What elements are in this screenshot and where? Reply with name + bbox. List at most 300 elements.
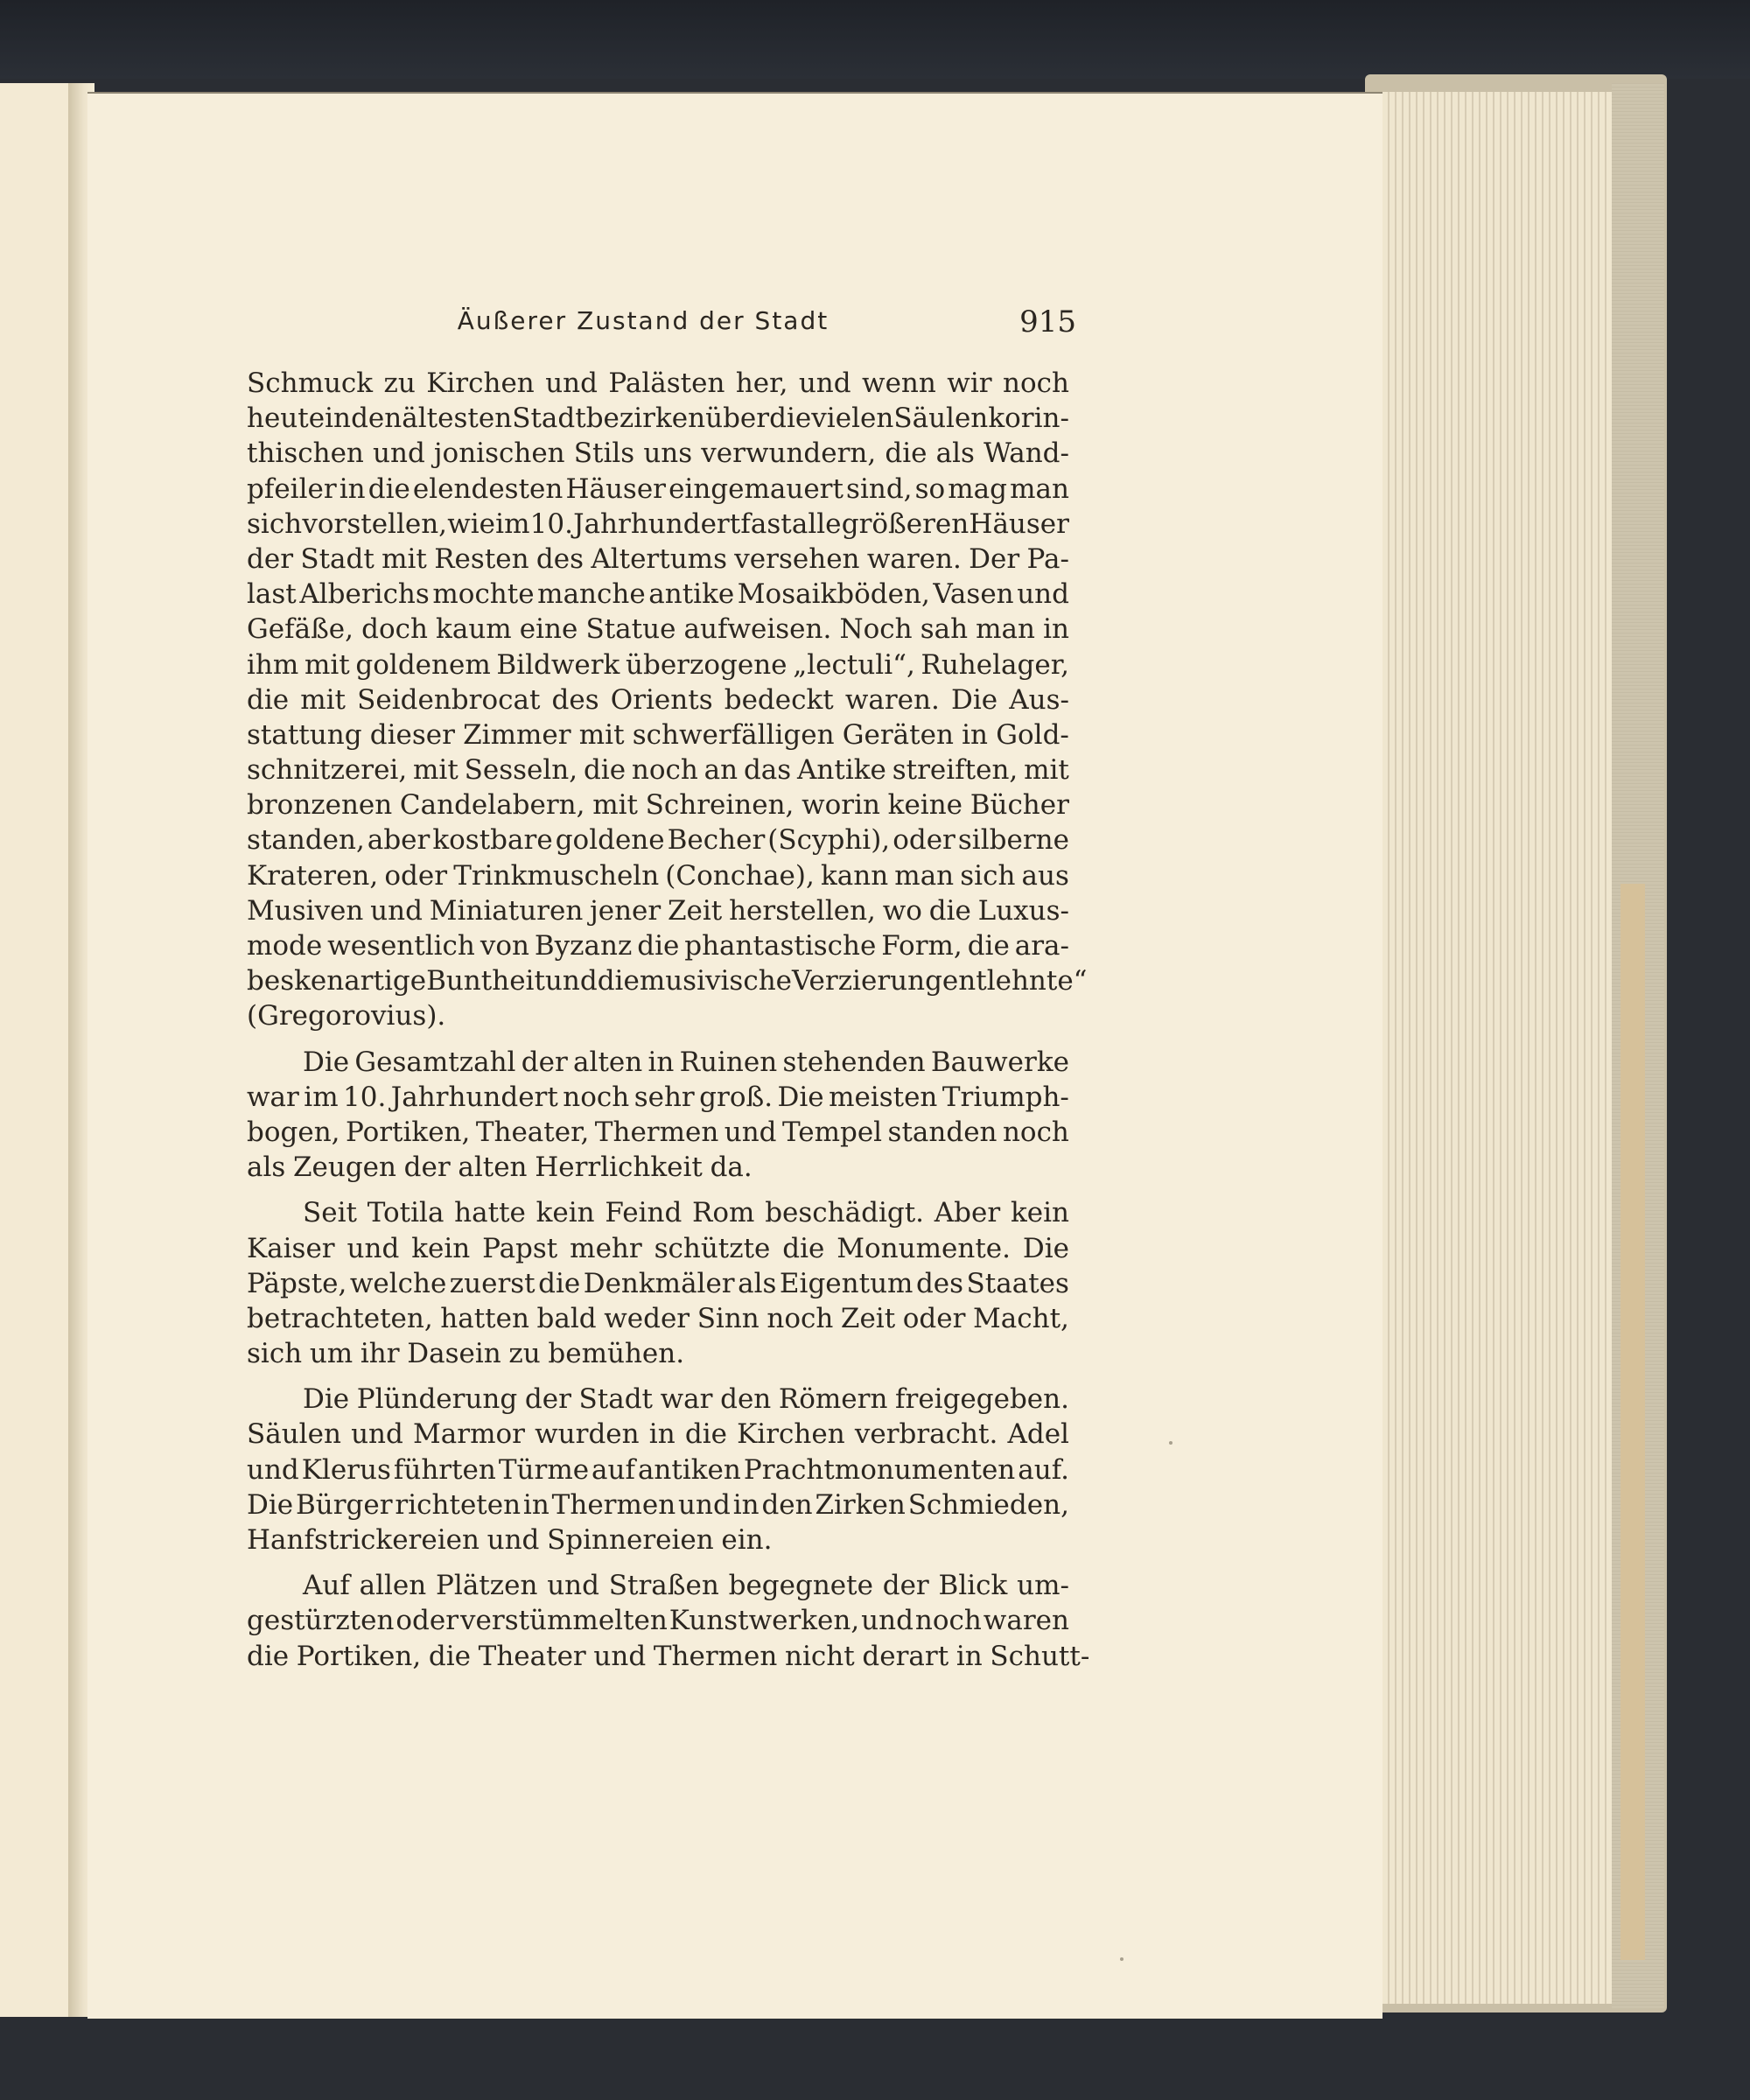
word: oder (396, 1605, 459, 1637)
text-line (247, 1231, 1069, 1266)
text-line (247, 612, 1069, 647)
word: man (894, 859, 955, 892)
word: Zeit (668, 894, 723, 927)
word: die (885, 438, 928, 470)
word: allen (359, 1570, 427, 1602)
word: Palästen (608, 368, 725, 399)
word: in (1043, 613, 1069, 646)
word: das (743, 754, 792, 787)
word: man (976, 613, 1035, 646)
text-line (247, 1115, 1069, 1150)
word: Bücher (970, 789, 1069, 822)
word: kein (536, 1197, 595, 1229)
word: Die (303, 1046, 350, 1078)
word: Resten (434, 542, 529, 575)
word: Prachtmonumenten (743, 1453, 1016, 1486)
word: jonischen (433, 438, 565, 470)
word: Sinn (696, 1302, 760, 1334)
word: Rom (692, 1197, 755, 1229)
word: im (304, 1081, 339, 1113)
word: Gesamtzahl (354, 1046, 516, 1078)
word: vorstellen, (302, 508, 448, 540)
word: mit (592, 789, 638, 822)
word: größeren (841, 508, 970, 540)
word: kann (820, 859, 889, 892)
word: waren (983, 1605, 1069, 1637)
word: groß. (699, 1081, 774, 1113)
word: elendesten (412, 472, 564, 505)
word: phantastische (684, 930, 877, 962)
paragraph (247, 1045, 1069, 1186)
word: vielen (811, 402, 894, 435)
word: führten (393, 1453, 496, 1486)
word: Buntheit (426, 965, 545, 998)
word: Plünderung (356, 1383, 518, 1416)
word: beskenartige (247, 965, 427, 998)
word: ara- (1014, 930, 1069, 962)
text-line (247, 1382, 1069, 1417)
text-line (247, 1150, 1069, 1185)
text-line (247, 1639, 1090, 1674)
word: die (538, 1267, 581, 1299)
text-line (247, 1603, 1069, 1638)
word: Wand- (984, 438, 1069, 470)
word: streiften, (892, 754, 1018, 787)
word: Thermen (594, 1116, 719, 1148)
word: Auf (303, 1570, 350, 1602)
word: kein (411, 1232, 471, 1264)
word: manche (537, 578, 646, 611)
word: Denkmäler (583, 1267, 735, 1299)
word: und (593, 1640, 647, 1672)
word: mochte (432, 578, 535, 611)
word: Die (247, 1488, 294, 1521)
word: noch (1002, 368, 1069, 399)
word: die (684, 1418, 727, 1451)
word: Zimmer (463, 718, 571, 751)
word: Zeit (840, 1302, 896, 1334)
word: Form, (881, 930, 962, 962)
word: eingemauert (668, 472, 844, 505)
word: als (247, 1152, 286, 1184)
word: den (720, 1383, 772, 1416)
bookmark-ribbon (1620, 884, 1645, 1960)
left-page-edge (0, 83, 79, 2017)
word: und (547, 1570, 599, 1602)
word: und (351, 1418, 403, 1451)
word: den (351, 402, 402, 435)
word: jener (590, 894, 662, 927)
word: und (724, 1116, 777, 1148)
word: mit (382, 542, 427, 575)
word: um- (1017, 1570, 1069, 1602)
word: der (247, 542, 294, 575)
text-line (247, 682, 1069, 718)
word: standen, (247, 824, 365, 857)
word: man (1010, 472, 1069, 505)
word: Feind (605, 1197, 682, 1229)
text-line (247, 472, 1069, 507)
word: Gold- (996, 718, 1069, 751)
word: Papst (482, 1232, 558, 1264)
word: Alberichs (299, 578, 430, 611)
word: sich (247, 1338, 303, 1370)
word: versehen (734, 542, 860, 575)
word: Staates (966, 1267, 1069, 1299)
word: Päpste, (247, 1267, 347, 1299)
text-line (247, 507, 1069, 542)
text-line (247, 1417, 1069, 1452)
word: Totila (367, 1197, 444, 1229)
paragraph (247, 1195, 1069, 1371)
word: kein (1010, 1197, 1069, 1229)
word: Marmor (413, 1418, 525, 1451)
word: Zirken (815, 1488, 906, 1521)
word: die (428, 1640, 471, 1672)
word: Jahrhundert (390, 1081, 558, 1113)
text-line (247, 963, 1088, 998)
word: beschädigt. (765, 1197, 925, 1229)
word: Altertums (591, 542, 727, 575)
word: oder (892, 824, 956, 857)
word: verwundern, (701, 438, 877, 470)
word: 10. (529, 508, 573, 540)
word: in (648, 1046, 675, 1078)
word: last (247, 578, 297, 611)
word: wir (947, 368, 992, 399)
word: Tempel (781, 1116, 883, 1148)
word: und (373, 438, 425, 470)
word: aufweisen. (683, 613, 832, 646)
word: Theater, (475, 1116, 590, 1148)
word: Adel (1007, 1418, 1069, 1451)
word: hatten (440, 1302, 529, 1334)
word: derart (862, 1640, 949, 1672)
word: uns (643, 438, 693, 470)
word: gestürzten (247, 1605, 395, 1637)
word: mit (1024, 754, 1069, 787)
text-line (247, 1301, 1069, 1336)
word: ihr (360, 1338, 400, 1370)
text-line (247, 822, 1069, 858)
word: keine (887, 789, 963, 822)
word: Seit (303, 1197, 357, 1229)
word: noch (631, 754, 698, 787)
word: Aus- (1009, 683, 1069, 716)
word: Musiven (247, 894, 364, 927)
word: Antike (797, 754, 886, 787)
word: schützte (654, 1232, 771, 1264)
text-line (247, 1522, 1069, 1558)
word: Trinkmuscheln (453, 859, 660, 892)
text-line (247, 928, 1069, 963)
word: Miniaturen (429, 894, 584, 927)
word: alten (573, 1046, 643, 1078)
word: des (551, 683, 599, 716)
word: als (935, 438, 975, 470)
word: entlehnte“ (942, 965, 1088, 998)
word: des (536, 542, 584, 575)
word: schwerfälligen (632, 718, 835, 751)
word: Thermen (653, 1640, 778, 1672)
word: im (495, 508, 530, 540)
word: thischen (247, 438, 364, 470)
word: Klerus (301, 1453, 391, 1486)
background-surface (0, 0, 1750, 79)
text-line (247, 648, 1069, 682)
word: herstellen, (729, 894, 876, 927)
text-line (247, 998, 1069, 1033)
word: mehr (570, 1232, 642, 1264)
word: Säulen (247, 1418, 341, 1451)
word: überzogene (626, 648, 788, 681)
word: Straßen (608, 1570, 719, 1602)
word: der (524, 1383, 571, 1416)
word: alle (791, 508, 842, 540)
word: Zeugen (292, 1152, 396, 1184)
word: Byzanz (534, 930, 633, 962)
word: Krateren, (247, 859, 379, 892)
word: und (544, 965, 598, 998)
word: Theater (478, 1640, 586, 1672)
paper-speck (1120, 1957, 1124, 1961)
text-line (247, 1452, 1069, 1488)
word: kostbare (432, 824, 553, 857)
word: pfeiler (247, 472, 337, 505)
word: mode (247, 930, 323, 962)
text-line (247, 1195, 1069, 1230)
word: Verzierung (792, 965, 942, 998)
text-line (247, 788, 1069, 822)
word: welche (349, 1267, 447, 1299)
text-line (247, 718, 1069, 752)
word: Häuser (969, 508, 1069, 540)
word: Aber (934, 1197, 1001, 1229)
word: bemühen. (548, 1338, 685, 1370)
word: Die (303, 1383, 350, 1416)
word: Kirchen (737, 1418, 845, 1451)
text-line (247, 577, 1069, 612)
word: Pa- (1026, 542, 1069, 575)
word: und (798, 368, 851, 399)
word: die (928, 894, 971, 927)
word: Herrlichkeit (535, 1152, 703, 1184)
text-line (247, 1045, 1069, 1080)
text-line (247, 1488, 1069, 1522)
word: Luxus- (977, 894, 1069, 927)
word: der (521, 1046, 568, 1078)
word: Die (777, 1081, 824, 1113)
word: Stils (573, 438, 635, 470)
word: antiken (637, 1453, 741, 1486)
word: Seidenbrocat (357, 683, 541, 716)
word: und (678, 1488, 731, 1521)
word: Becher (667, 824, 766, 857)
text-line (247, 1080, 1069, 1115)
word: des (915, 1267, 964, 1299)
word: ihm (247, 648, 299, 681)
word: war (660, 1383, 713, 1416)
word: Stadtbezirken (512, 402, 706, 435)
word: goldenem (355, 648, 491, 681)
word: oder (902, 1302, 966, 1334)
word: die (247, 1640, 290, 1672)
paragraph-gap (247, 1034, 1069, 1045)
word: Geräten (842, 718, 954, 751)
word: und (247, 1453, 299, 1486)
word: den (761, 1488, 813, 1521)
body-text (247, 366, 1090, 1748)
word: Candelabern, (399, 789, 585, 822)
word: (Gregorovius). (247, 1000, 446, 1032)
text-line (247, 1336, 1069, 1371)
word: Der (969, 542, 1020, 575)
word: schnitzerei, (247, 754, 408, 787)
paragraph-gap (247, 1371, 1069, 1382)
word: mit (578, 718, 625, 751)
word: an (704, 754, 738, 787)
word: Ruhelager, (920, 648, 1069, 681)
word: bedeckt (724, 683, 834, 716)
word: auf (592, 1453, 635, 1486)
word: Säulen (893, 402, 989, 435)
word: als (738, 1267, 777, 1299)
word: zuerst (449, 1267, 536, 1299)
word: Stadt (578, 1383, 653, 1416)
word: stattung (247, 718, 362, 751)
paragraph-gap (247, 1185, 1069, 1195)
word: Hanfstrickereien (247, 1524, 480, 1556)
word: über (705, 402, 770, 435)
word: in (325, 402, 352, 435)
word: heute (247, 402, 326, 435)
word: da. (710, 1152, 752, 1184)
word: Schreinen, (645, 789, 794, 822)
running-head: Äußerer Zustand der Stadt (457, 306, 830, 335)
word: verbracht. (854, 1418, 998, 1451)
word: wie (447, 508, 495, 540)
word: der (403, 1152, 451, 1184)
word: Monumente. (836, 1232, 1011, 1264)
word: Vasen (933, 578, 1014, 611)
word: sah (920, 613, 969, 646)
word: Häuser (565, 472, 666, 505)
word: richteten (395, 1488, 522, 1521)
word: aber (367, 824, 430, 857)
word: der (882, 1570, 929, 1602)
word: waren. (866, 542, 962, 575)
word: ältesten (402, 402, 513, 435)
word: in (522, 1488, 550, 1521)
word: Schmieden, (907, 1488, 1069, 1521)
word: Noch (839, 613, 913, 646)
word: Die (1022, 1232, 1069, 1264)
word: musivische (639, 965, 793, 998)
word: mit (300, 683, 346, 716)
word: und (545, 368, 598, 399)
word: bald (536, 1302, 597, 1334)
paragraph (247, 1568, 1090, 1674)
word: Triumph- (942, 1081, 1069, 1113)
word: Blick (938, 1570, 1008, 1602)
word: doch (361, 613, 428, 646)
text-line (247, 893, 1069, 928)
word: Die (950, 683, 998, 716)
word: von (480, 930, 529, 962)
word: in (648, 1418, 676, 1451)
text-line (247, 401, 1069, 436)
word: Gefäße, (247, 613, 354, 646)
word: die (782, 1232, 825, 1264)
text-line (247, 752, 1069, 788)
word: die (368, 472, 410, 505)
word: und (486, 1524, 540, 1556)
word: wenn (862, 368, 936, 399)
word: fast (740, 508, 792, 540)
word: „lectuli“, (793, 648, 915, 681)
word: goldene (555, 824, 665, 857)
word: (Conchae), (665, 859, 815, 892)
paragraph (247, 366, 1088, 1034)
word: Portiken, (345, 1116, 471, 1148)
word: Plätzen (436, 1570, 538, 1602)
word: nicht (785, 1640, 855, 1672)
word: Jahrhundert (573, 508, 741, 540)
word: war (247, 1081, 299, 1113)
word: alten (458, 1152, 528, 1184)
word: silberne (957, 824, 1069, 857)
text-line (247, 1568, 1069, 1603)
word: wurden (535, 1418, 640, 1451)
word: auf. (1018, 1453, 1069, 1486)
word: Sesseln, (464, 754, 578, 787)
word: noch (914, 1605, 982, 1637)
word: Schutt- (990, 1640, 1090, 1672)
word: Dasein (407, 1338, 501, 1370)
page-number: 915 (1019, 304, 1076, 340)
word: die (769, 402, 812, 435)
word: Portiken, (296, 1640, 422, 1672)
word: eine (519, 613, 578, 646)
word: mit (304, 648, 350, 681)
word: worin (802, 789, 880, 822)
word: Statue (585, 613, 676, 646)
word: die (247, 683, 290, 716)
word: antike (648, 578, 735, 611)
word: meisten (829, 1081, 938, 1113)
word: noch (563, 1081, 630, 1113)
word: verstümmelten (460, 1605, 668, 1637)
word: und (1017, 578, 1069, 611)
word: sehr (634, 1081, 695, 1113)
word: mit (413, 754, 458, 787)
word: so (914, 472, 946, 505)
word: in (339, 472, 366, 505)
word: bronzenen (247, 789, 393, 822)
word: Römern (778, 1383, 888, 1416)
paragraph-gap (247, 1558, 1069, 1568)
word: Mosaikböden, (737, 578, 930, 611)
word: zu (508, 1338, 541, 1370)
word: um (309, 1338, 354, 1370)
word: bogen, (247, 1116, 340, 1148)
word: Orients (610, 683, 713, 716)
word: und (346, 1232, 400, 1264)
word: freigegeben. (895, 1383, 1069, 1416)
word: in (962, 718, 989, 751)
word: sich (247, 508, 303, 540)
word: oder (384, 859, 448, 892)
